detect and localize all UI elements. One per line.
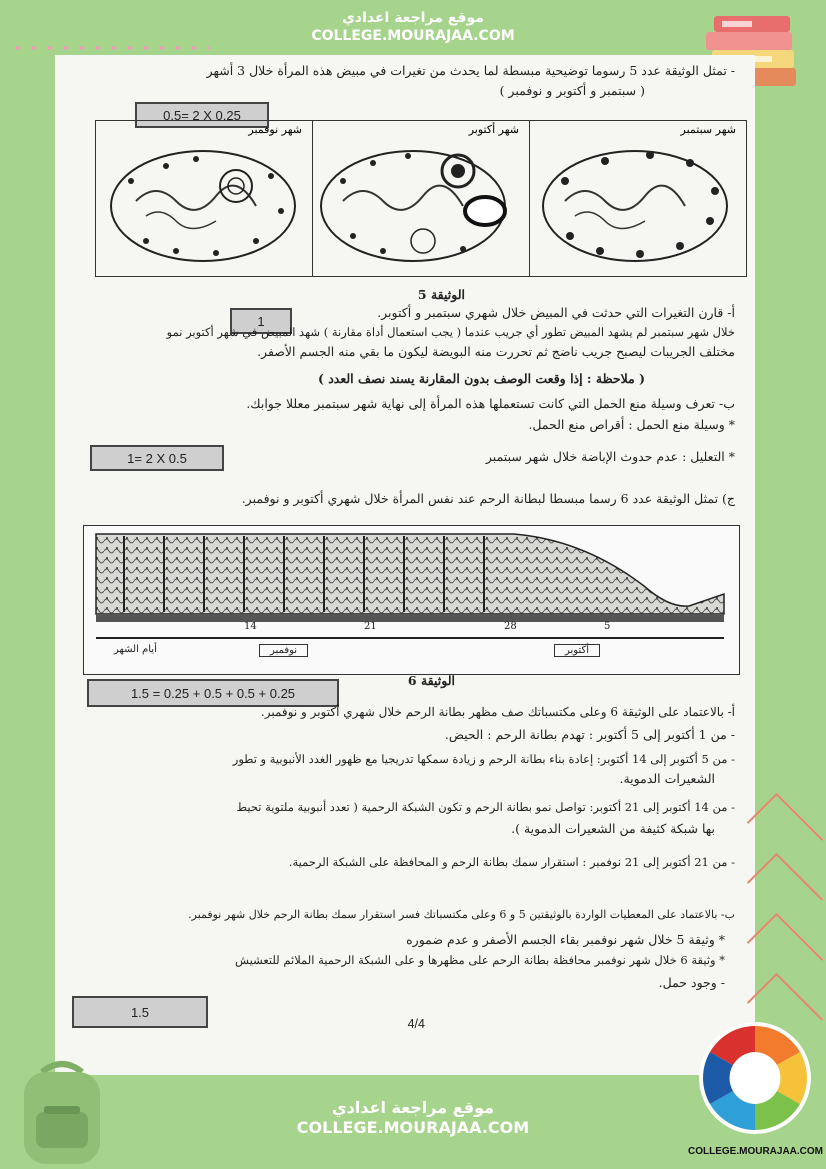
question-c: ج) تمثل الوثيقة عدد 6 رسما مبسطا لبطانة الرحم عند نفس المرأة خلال شهري أكتوبر و نوفمبر. (241, 491, 735, 506)
q1-item-3: - من 14 أكتوبر إلى 21 أكتوبر: تواصل نمو بطانة الرحم و تكون الشبكة الرحمية ( تعدد أنبوبية ملتوية تحيط (236, 800, 735, 814)
q1-item-3-cont: بها شبكة كثيفة من الشعيرات الدموية ). (511, 821, 715, 836)
q2-item-3: - وجود حمل. (658, 975, 725, 990)
exam-page (55, 55, 755, 1075)
question-a: أ- قارن التغيرات التي حدثت في المبيض خلال شهري سبتمبر و أكتوبر. (377, 305, 735, 320)
q1-item-2-cont: الشعيرات الدموية. (619, 771, 715, 786)
ovary-november-cell (96, 121, 312, 276)
question-1: أ- بالاعتماد على الوثيقة 6 وعلى مكتسباتك صف مظهر بطانة الرحم خلال شهري أكتوبر و نوفمبر. (260, 705, 735, 719)
doc6-caption: الوثيقة 6 (407, 673, 455, 688)
doc5-caption: الوثيقة 5 (417, 287, 465, 302)
ovary-october-cell (312, 121, 529, 276)
q1-item-4: - من 21 أكتوبر إلى 21 نوفمبر : استقرار سمك بطانة الرحم و المحافظة على الشبكة الرحمية. (288, 855, 735, 869)
endometrium-drawing (84, 526, 739, 674)
axis-mark-28: 28 (504, 621, 517, 632)
axis-label-november: نوفمبر (259, 644, 308, 657)
backpack-icon (14, 1058, 110, 1168)
score-box-5: 1.5 (72, 996, 208, 1028)
axis-mark-21: 21 (364, 621, 377, 632)
axis-label-october: أكتوبر (554, 644, 600, 657)
chevron-up-icon (747, 793, 823, 869)
answer-a-line2: مختلف الجريبات ليصبح جريب ناضج ثم تحررت منه البويضة ليكون ما بقي منه الجسم الأصفر. (257, 344, 735, 359)
decorative-dots (10, 46, 210, 50)
chevron-up-icon (747, 913, 823, 989)
q2-item-1: * وثيقة 5 خلال شهر نوفمبر بقاء الجسم الأصفر و عدم ضموره (406, 932, 725, 947)
score-box-3: 1= 2 X 0.5 (90, 445, 224, 471)
score-box-1: 0.5= 2 X 0.25 (135, 102, 269, 128)
ovary-september-cell (529, 121, 746, 276)
top-banner[interactable] (298, 6, 528, 50)
doc6-figure (83, 525, 740, 675)
site-logo-icon (697, 1020, 813, 1136)
month-label-september: شهر سبتمبر (680, 123, 736, 136)
month-label-november: شهر نوفمبر (248, 123, 302, 136)
logo-site-url: COLLEGE.MOURAJAA.COM (688, 1146, 823, 1157)
ovary-november-drawing (96, 121, 310, 271)
score-box-2: 1 (230, 308, 292, 334)
q2-item-2: * وثيقة 6 خلال شهر نوفمبر محافظة بطانة الرحم على مظهرها و على الشبكة الرحمية الملائم للتعشيش (234, 953, 725, 967)
axis-mark-14: 14 (244, 621, 257, 632)
q1-item-1: - من 1 أكتوبر إلى 5 أكتوبر : تهدم بطانة الرحم : الحيض. (444, 727, 735, 742)
axis-mark-5: 5 (604, 621, 611, 632)
axis-label-days: أيام الشهر (114, 644, 157, 655)
q1-item-2: - من 5 أكتوبر إلى 14 أكتوبر: إعادة بناء بطانة الرحم و زيادة سمكها تدريجيا مع ظهور الغدد الأنبوبية و تطور (232, 752, 735, 766)
banner-site-url[interactable]: COLLEGE.MOURAJAA.COM (296, 1118, 530, 1137)
banner-arabic-title: موقع مراجعة اعدادي (331, 1098, 495, 1117)
grading-note: ( ملاحظة : إذا وقعت الوصف بدون المقارنة يسند نصف العدد ) (317, 371, 645, 386)
page-number: 4/4 (407, 1017, 425, 1031)
chevron-up-icon (747, 853, 823, 929)
answer-b-line2: * التعليل : عدم حدوث الإباضة خلال شهر سبتمبر (485, 449, 735, 464)
month-label-october: شهر أكتوبر (468, 123, 519, 136)
answer-a-line1: خلال شهر سبتمبر لم يشهد المبيض تطور أي جريب عندما ( يجب استعمال أداة مقارنة ) شهد المبيض في شهر أكتوبر نمو (166, 325, 735, 339)
question-2: ب- بالاعتماد على المعطيات الواردة بالوثيقتين 5 و 6 وعلى مكتسباتك فسر استقرار سمك بطانة الرحم خلال شهر نوفمبر. (188, 908, 735, 921)
ovary-october-drawing (313, 121, 527, 271)
ovary-september-drawing (530, 121, 744, 271)
bottom-banner[interactable] (278, 1092, 548, 1146)
banner-arabic-title: موقع مراجعة اعدادي (342, 10, 484, 26)
doc5-figure (95, 120, 747, 277)
answer-b-line1: * وسيلة منع الحمل : أقراص منع الحمل. (528, 417, 735, 432)
score-box-4: 1.5 = 0.25 + 0.5 + 0.5 + 0.25 (87, 679, 339, 707)
banner-site-url[interactable]: COLLEGE.MOURAJAA.COM (311, 27, 515, 44)
doc5-intro-line1: - تمثل الوثيقة عدد 5 رسوما توضيحية مبسطة لما يحدث من تغيرات في مبيض هذه المرأة خلال 3 أشهر (206, 63, 735, 78)
question-b: ب- تعرف وسيلة منع الحمل التي كانت تستعملها هذه المرأة إلى نهاية شهر سبتمبر معللا جوابك. (246, 396, 735, 411)
doc5-intro-line2: ( سبتمبر و أكتوبر و نوفمبر ) (499, 83, 645, 98)
